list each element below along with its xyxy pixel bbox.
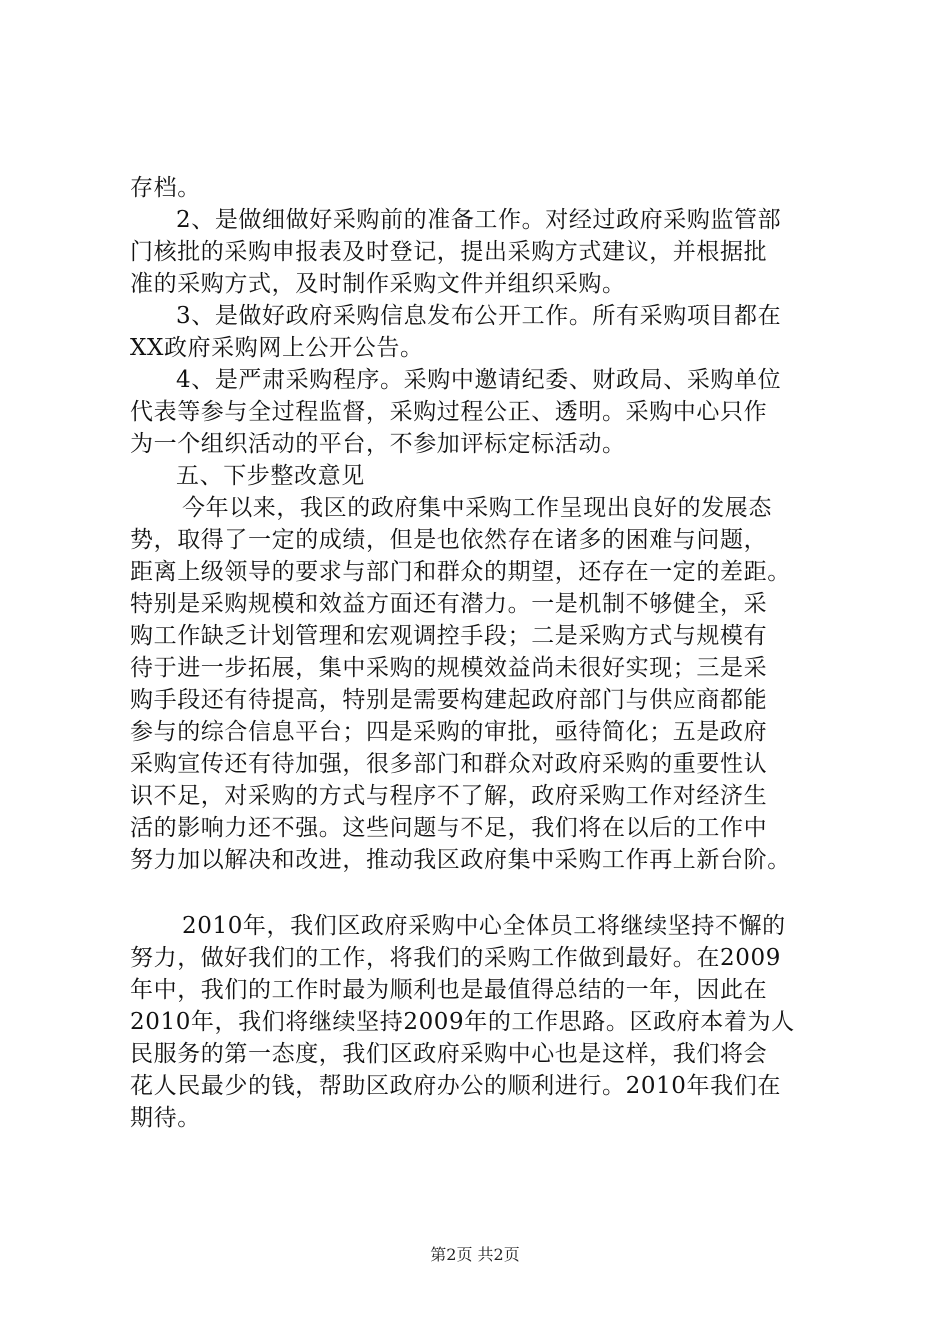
text-line: 2、是做细做好采购前的准备工作。对经过政府采购监管部	[176, 207, 782, 233]
text-line: 准的采购方式，及时制作采购文件并组织采购。	[130, 271, 626, 297]
text-line: 为一个组织活动的平台，不参加评标定标活动。	[130, 431, 626, 457]
text-line: 民服务的第一态度，我们区政府采购中心也是这样，我们将会	[130, 1041, 768, 1067]
text-line: 参与的综合信息平台；四是采购的审批，亟待简化；五是政府	[130, 719, 768, 745]
text-line: 2010年，我们区政府采购中心全体员工将继续坚持不懈的	[182, 913, 786, 939]
text-line: 门核批的采购申报表及时登记，提出采购方式建议，并根据批	[130, 239, 768, 265]
paragraph-gap	[130, 876, 840, 910]
section-heading: 五、下步整改意见	[176, 463, 365, 489]
text-line: 识不足，对采购的方式与程序不了解，政府采购工作对经济生	[130, 783, 768, 809]
text-line: 待于进一步拓展，集中采购的规模效益尚未很好实现；三是采	[130, 655, 768, 681]
text-line: 花人民最少的钱，帮助区政府办公的顺利进行。2010年我们在	[130, 1073, 781, 1099]
text-line: 代表等参与全过程监督，采购过程公正、透明。采购中心只作	[130, 399, 768, 425]
text-line: 购工作缺乏计划管理和宏观调控手段；二是采购方式与规模有	[130, 623, 768, 649]
page-footer: 第2页 共2页	[430, 1245, 520, 1264]
text-line: 4、是严肃采购程序。采购中邀请纪委、财政局、采购单位	[176, 367, 782, 393]
text-line: 努力加以解决和改进，推动我区政府集中采购工作再上新台阶。	[130, 847, 791, 873]
text-line: 今年以来，我区的政府集中采购工作呈现出良好的发展态	[182, 495, 772, 521]
text-line: 3、是做好政府采购信息发布公开工作。所有采购项目都在	[176, 303, 782, 329]
document-body	[130, 172, 840, 1134]
text-line: 特别是采购规模和效益方面还有潜力。一是机制不够健全，采	[130, 591, 768, 617]
text-line: 2010年，我们将继续坚持2009年的工作思路。区政府本着为人	[130, 1009, 795, 1035]
text-line: XX政府采购网上公开公告。	[130, 335, 424, 361]
text-line: 采购宣传还有待加强，很多部门和群众对政府采购的重要性认	[130, 751, 768, 777]
text-line: 距离上级领导的要求与部门和群众的期望，还存在一定的差距。	[130, 559, 791, 585]
text-line: 年中，我们的工作时最为顺利也是最值得总结的一年，因此在	[130, 977, 768, 1003]
text-line: 购手段还有待提高，特别是需要构建起政府部门与供应商都能	[130, 687, 768, 713]
text-line: 期待。	[130, 1105, 201, 1131]
text-line: 势，取得了一定的成绩，但是也依然存在诸多的困难与问题，	[130, 527, 768, 553]
text-line: 努力，做好我们的工作，将我们的采购工作做到最好。在2009	[130, 945, 781, 971]
text-line: 存档。	[130, 175, 201, 201]
text-line: 活的影响力还不强。这些问题与不足，我们将在以后的工作中	[130, 815, 768, 841]
